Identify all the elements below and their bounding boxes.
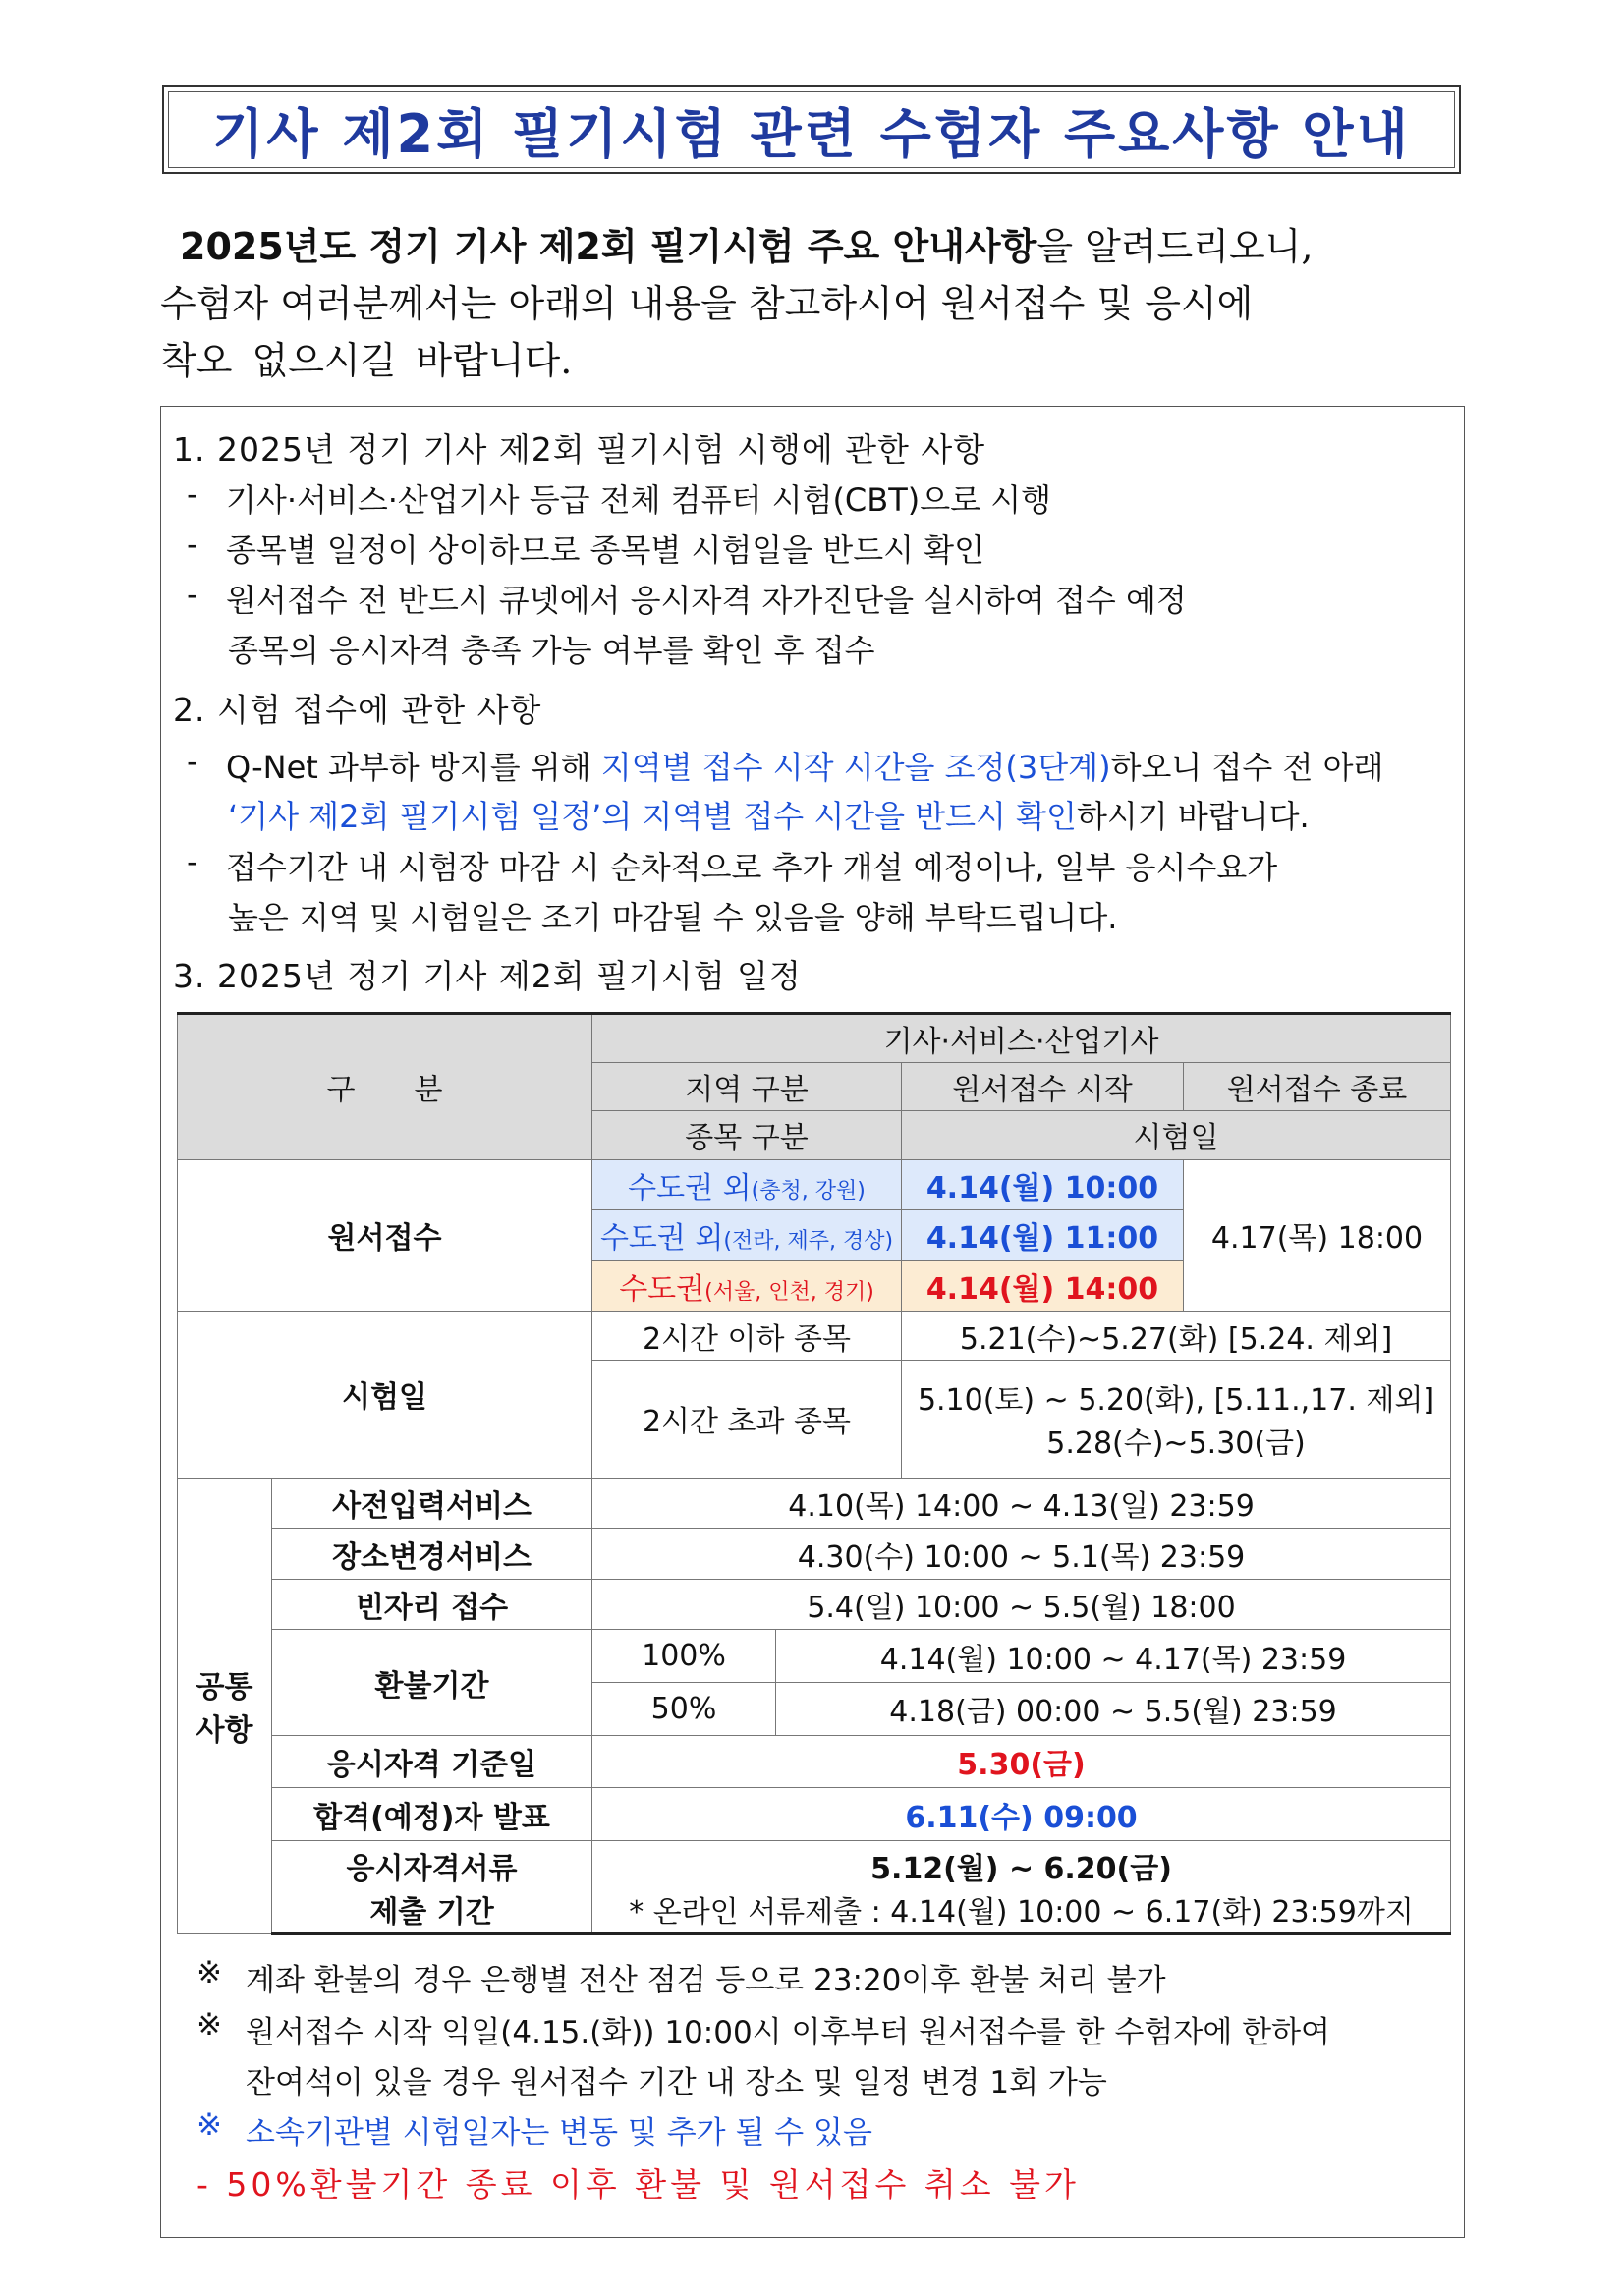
table-row [178,1788,1451,1841]
page-title: 기사 제2회 필기시험 관련 수험자 주요사항 안내 [212,102,1411,165]
refund50-label: 50% [592,1683,776,1736]
header-category: 구 분 [178,1014,592,1160]
intro-bold: 2025년도 정기 기사 제2회 필기시험 주요 안내사항 [180,225,1037,268]
reg1-time: 4.14(월) 10:00 [902,1159,1184,1210]
exam-label: 시험일 [178,1312,592,1478]
reg-label: 원서접수 [178,1159,592,1312]
exam1-date: 5.21(수)~5.27(화) [5.24. 제외] [902,1312,1451,1361]
doc-label: 응시자격서류 제출 기간 [272,1841,592,1934]
section1-bullet-1: - 기사·서비스·산업기사 등급 전체 컴퓨터 시험(CBT)으로 시행 [187,476,1052,519]
reg1-region: 수도권 외(충청, 강원) [592,1159,902,1210]
refund100-label: 100% [592,1630,776,1683]
exam1-subject: 2시간 이하 종목 [592,1312,902,1361]
doc-value: 5.12(월) ~ 6.20(금) * 온라인 서류제출 : 4.14(월) 10:00 ~ 6.17(화) 23:59까지 [592,1841,1451,1934]
reg3-region: 수도권(서울, 인천, 경기) [592,1260,902,1312]
section1-bullet-3: - 원서접수 전 반드시 큐넷에서 응시자격 자가진단을 실시하여 접수 예정 [187,576,1187,619]
table-row [178,1478,1451,1529]
pre-value: 4.10(목) 14:00 ~ 4.13(일) 23:59 [592,1478,1451,1529]
section2-bullet-1: - Q-Net 과부하 방지를 위해 지역별 접수 시작 시간을 조정(3단계)하오니 접수 전 아래 [187,743,1384,786]
intro-line-2: 수험자 여러분께서는 아래의 내용을 참고하시어 원서접수 및 응시에 [160,282,1254,325]
section1-bullet-3-cont: 종목의 응시자격 충족 가능 여부를 확인 후 접수 [228,632,875,669]
refund100-value: 4.14(월) 10:00 ~ 4.17(목) 23:59 [776,1630,1451,1683]
reg3-time: 4.14(월) 14:00 [902,1260,1184,1312]
qual-value: 5.30(금) [592,1735,1451,1788]
note-1: ※ 계좌 환불의 경우 은행별 전산 점검 등으로 23:20이후 환불 처리 불가 [196,1955,1166,1998]
section2-bullet-2: - 접수기간 내 시험장 마감 시 순차적으로 추가 개설 예정이나, 일부 응시수요가 [187,843,1278,886]
section2-bullet-1-cont: ‘기사 제2회 필기시험 일정’의 지역별 접수 시간을 반드시 확인하시기 바랍니다. [228,798,1310,835]
header-start: 원서접수 시작 [902,1062,1184,1111]
vacancy-value: 5.4(일) 10:00 ~ 5.5(월) 18:00 [592,1579,1451,1630]
table-row [178,1735,1451,1788]
table-row [178,1312,1451,1361]
note-3: ※ 소속기관별 시험일자는 변동 및 추가 될 수 있음 [196,2107,872,2151]
table-row [178,1159,1451,1210]
header-examday: 시험일 [902,1111,1451,1160]
table-row [178,1841,1451,1934]
highlight-region-time: 지역별 접수 시작 시간을 조정(3단계) [600,749,1111,786]
common-label: 공통 사항 [178,1478,272,1933]
place-label: 장소변경서비스 [272,1529,592,1580]
section1-bullet-2: - 종목별 일정이 상이하므로 종목별 시험일을 반드시 확인 [187,526,985,569]
section2-bullet-2-cont: 높은 지역 및 시험일은 조기 마감될 수 있음을 양해 부탁드립니다. [228,899,1118,936]
qual-label: 응시자격 기준일 [272,1735,592,1788]
exam2-date: 5.10(토) ~ 5.20(화), [5.11.,17. 제외] 5.28(수)~5.30(금) [902,1360,1451,1478]
exam2-subject: 2시간 초과 종목 [592,1360,902,1478]
intro-paragraph [160,218,1477,389]
table-row [178,1579,1451,1630]
intro-line-1 [160,218,1477,275]
place-value: 4.30(수) 10:00 ~ 5.1(목) 23:59 [592,1529,1451,1580]
title-box [162,85,1461,174]
reg2-region: 수도권 외(전라, 제주, 경상) [592,1210,902,1261]
refund-label: 환불기간 [272,1630,592,1735]
header-grade: 기사·서비스·산업기사 [592,1014,1451,1063]
header-subject: 종목 구분 [592,1111,902,1160]
reg-end: 4.17(목) 18:00 [1184,1159,1451,1312]
section2-heading: 2. 시험 접수에 관한 사항 [173,691,542,729]
vacancy-label: 빈자리 접수 [272,1579,592,1630]
reg2-time: 4.14(월) 11:00 [902,1210,1184,1261]
refund50-value: 4.18(금) 00:00 ~ 5.5(월) 23:59 [776,1683,1451,1736]
table-row [178,1014,1451,1063]
table-row [178,1529,1451,1580]
table-row [178,1630,1451,1683]
note-2: ※ 원서접수 시작 익일(4.15.(화)) 10:00시 이후부터 원서접수를 한 수험자에 한하여 [196,2007,1330,2050]
header-region: 지역 구분 [592,1062,902,1111]
note-4: - 50%환불기간 종료 이후 환불 및 원서접수 취소 불가 [196,2165,1080,2204]
schedule-table [177,1012,1451,1935]
pass-value: 6.11(수) 09:00 [592,1788,1451,1841]
pass-label: 합격(예정)자 발표 [272,1788,592,1841]
intro-line1-rest: 을 알려드리오니, [1036,225,1314,268]
section1-heading: 1. 2025년 정기 기사 제2회 필기시험 시행에 관한 사항 [173,430,986,469]
note-2-cont: 잔여석이 있을 경우 원서접수 기간 내 장소 및 일정 변경 1회 가능 [246,2065,1107,2100]
section3-heading: 3. 2025년 정기 기사 제2회 필기시험 일정 [173,957,802,995]
pre-label: 사전입력서비스 [272,1478,592,1529]
header-end: 원서접수 종료 [1184,1062,1451,1111]
intro-line-3: 착오 없으시길 바랍니다. [160,339,573,382]
